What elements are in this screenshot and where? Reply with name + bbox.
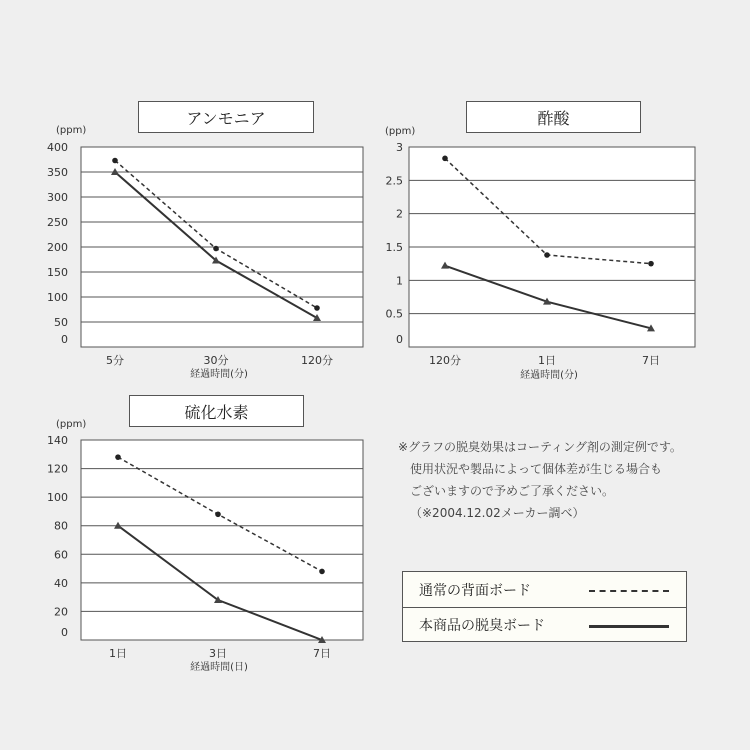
y-tick-label-ammonia: 200 bbox=[47, 241, 68, 254]
y-tick-label-ammonia: 150 bbox=[47, 266, 68, 279]
x-axis-label-ammonia: 経過時間(分) bbox=[190, 369, 248, 380]
y-tick-label-acetic-acid: 2.5 bbox=[385, 174, 403, 188]
x-tick-label-acetic-acid: 1日 bbox=[538, 354, 556, 367]
legend-label-normal-board: 通常の背面ボード bbox=[419, 582, 531, 599]
y-tick-label-acetic-acid: 3 bbox=[396, 141, 403, 154]
x-tick-label-hydrogen-sulfide: 1日 bbox=[109, 647, 127, 660]
legend-label-product-board: 本商品の脱臭ボード bbox=[419, 617, 545, 634]
y-tick-label-hydrogen-sulfide: 40 bbox=[54, 576, 68, 590]
y-tick-label-acetic-acid: 0 bbox=[396, 333, 403, 346]
x-axis-label-hydrogen-sulfide: 経過時間(日) bbox=[190, 662, 248, 673]
y-tick-label-acetic-acid: 2 bbox=[396, 207, 403, 221]
data-point-normal-board-acetic-acid bbox=[544, 252, 550, 258]
y-tick-label-ammonia: 100 bbox=[47, 291, 68, 304]
chart-title-hydrogen-sulfide: 硫化水素 bbox=[129, 395, 304, 427]
y-tick-label-ammonia: 400 bbox=[47, 141, 68, 154]
y-tick-label-ammonia: 250 bbox=[47, 216, 68, 229]
x-tick-label-ammonia: 120分 bbox=[301, 354, 333, 367]
y-tick-label-hydrogen-sulfide: 140 bbox=[47, 434, 68, 447]
y-unit-label-acetic-acid: (ppm) bbox=[385, 126, 416, 137]
chart-title-acetic-acid: 酢酸 bbox=[466, 101, 641, 133]
x-tick-label-acetic-acid: 120分 bbox=[429, 354, 461, 367]
y-tick-label-ammonia: 0 bbox=[61, 333, 68, 346]
legend-solid-line bbox=[589, 625, 669, 628]
legend-dashed-line bbox=[589, 590, 669, 592]
y-tick-label-ammonia: 300 bbox=[47, 191, 68, 204]
y-tick-label-hydrogen-sulfide: 120 bbox=[47, 462, 68, 476]
x-tick-label-ammonia: 5分 bbox=[106, 354, 124, 367]
y-unit-label-hydrogen-sulfide: (ppm) bbox=[56, 419, 87, 430]
y-tick-label-hydrogen-sulfide: 20 bbox=[54, 605, 68, 619]
y-tick-label-ammonia: 350 bbox=[47, 166, 68, 179]
data-point-normal-board-ammonia bbox=[112, 158, 118, 164]
y-tick-label-hydrogen-sulfide: 60 bbox=[54, 548, 68, 562]
x-axis-label-acetic-acid: 経過時間(分) bbox=[520, 370, 578, 381]
note-line-4: （※2004.12.02メーカー調べ） bbox=[410, 506, 585, 520]
note-line-2: 使用状況や製品によって個体差が生じる場合も bbox=[410, 462, 663, 476]
legend-item-normal-board bbox=[403, 572, 686, 608]
legend-item-product-board bbox=[403, 607, 686, 642]
y-tick-label-hydrogen-sulfide: 100 bbox=[47, 491, 68, 505]
x-tick-label-hydrogen-sulfide: 3日 bbox=[209, 647, 227, 660]
y-tick-label-ammonia: 50 bbox=[54, 316, 68, 329]
note-line-1: ※グラフの脱臭効果はコーティング剤の測定例です。 bbox=[398, 440, 682, 454]
note-line-3: ございますので予めご了承ください。 bbox=[410, 484, 615, 498]
y-unit-label-ammonia: (ppm) bbox=[56, 125, 87, 136]
x-tick-label-ammonia: 30分 bbox=[203, 354, 229, 367]
disclaimer-note bbox=[398, 436, 682, 524]
x-tick-label-acetic-acid: 7日 bbox=[642, 354, 660, 367]
chart-title-ammonia: アンモニア bbox=[138, 101, 314, 133]
plot-area-hydrogen-sulfide bbox=[81, 440, 363, 640]
data-point-normal-board-acetic-acid bbox=[648, 261, 654, 267]
data-point-normal-board-hydrogen-sulfide bbox=[215, 511, 221, 517]
y-tick-label-hydrogen-sulfide: 0 bbox=[61, 626, 68, 639]
data-point-normal-board-acetic-acid bbox=[442, 156, 448, 162]
legend bbox=[402, 571, 687, 642]
y-tick-label-acetic-acid: 0.5 bbox=[385, 307, 403, 321]
x-tick-label-hydrogen-sulfide: 7日 bbox=[313, 647, 331, 660]
data-point-normal-board-hydrogen-sulfide bbox=[319, 569, 325, 575]
y-tick-label-acetic-acid: 1.5 bbox=[385, 241, 403, 254]
data-point-normal-board-ammonia bbox=[213, 246, 219, 252]
data-point-normal-board-ammonia bbox=[314, 305, 320, 311]
y-tick-label-acetic-acid: 1 bbox=[396, 274, 403, 288]
y-tick-label-hydrogen-sulfide: 80 bbox=[54, 519, 68, 533]
data-point-normal-board-hydrogen-sulfide bbox=[115, 454, 121, 460]
